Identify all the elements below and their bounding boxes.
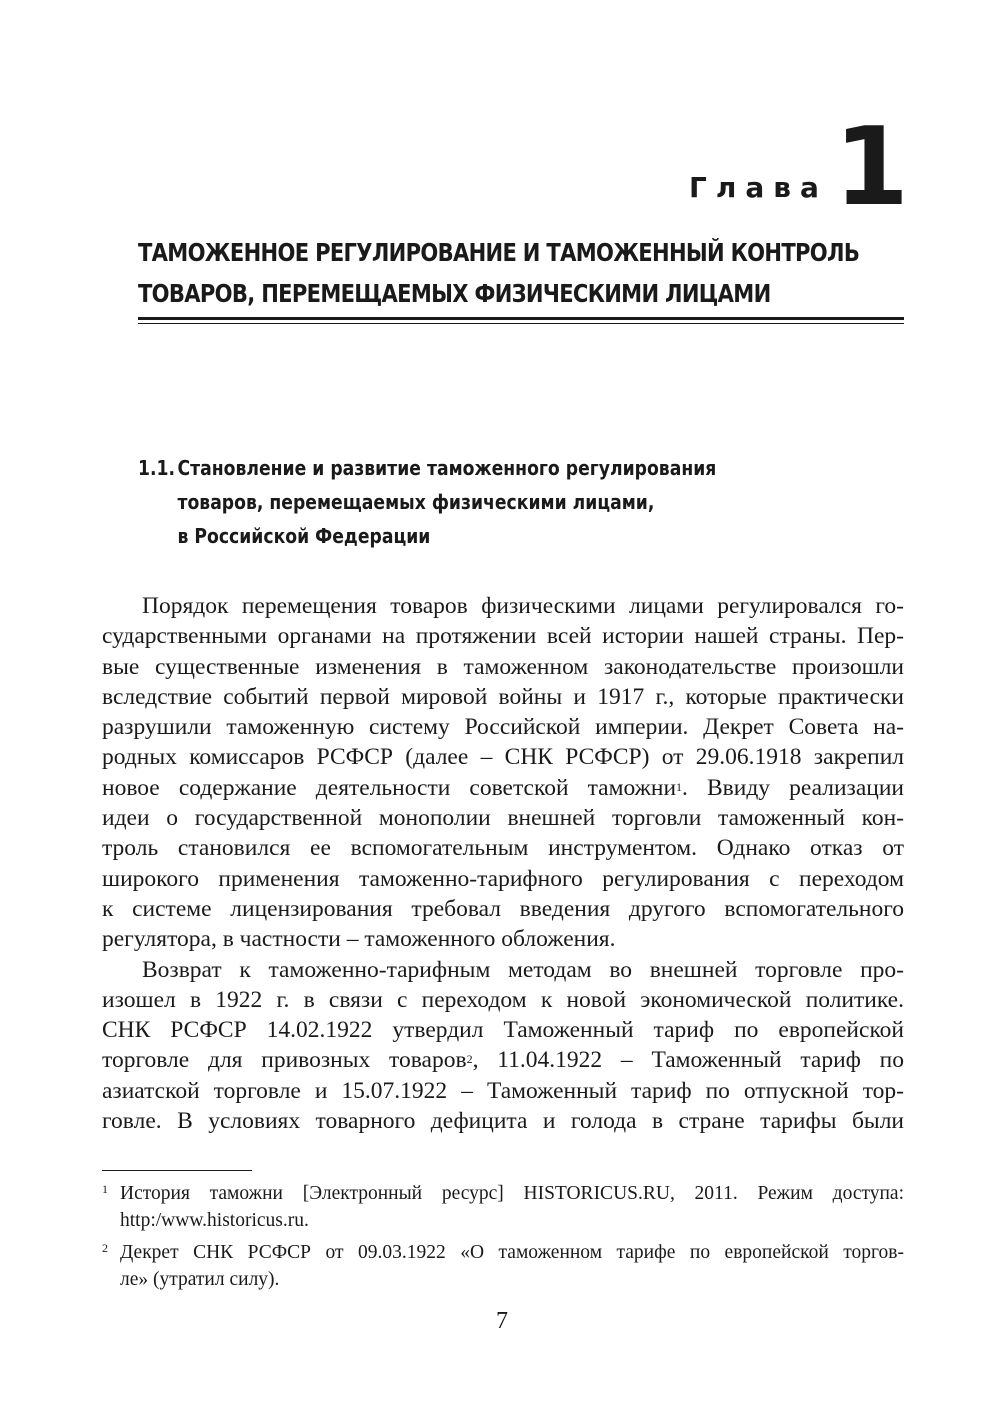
text-line: разрушили таможенную систему Российской империи. Декрет Совета на- <box>102 714 904 741</box>
text-line: регулятора, в частности – таможенного обложения. <box>102 926 616 953</box>
chapter-title-line: ТОВАРОВ, ПЕРЕМЕЩАЕМЫХ ФИЗИЧЕСКИМИ ЛИЦАМИ <box>138 279 771 308</box>
footnote-ref[interactable]: 2 <box>466 1052 473 1067</box>
text-line: сударственными органами на протяжении всей истории нашей страны. Пер- <box>102 623 904 650</box>
chapter-title <box>138 232 860 314</box>
paragraph <box>102 591 904 955</box>
text-fragment: торговле для привозных товаров <box>102 1047 467 1074</box>
chapter-title-line: ТАМОЖЕННОЕ РЕГУЛИРОВАНИЕ И ТАМОЖЕННЫЙ КОНТРОЛЬ <box>138 238 860 267</box>
footnote-line[interactable]: http:/www.historicus.ru. <box>120 1210 309 1231</box>
text-fragment: новое содержание деятельности советской таможни <box>102 774 677 801</box>
page-number: 7 <box>496 1308 508 1334</box>
text-line: изошел в 1922 г. в связи с переходом к новой экономической политике. <box>102 986 904 1013</box>
text-line: СНК РСФСР 14.02.1922 утвердил Таможенный тариф по европейской <box>102 1017 904 1044</box>
text-line: Порядок перемещения товаров физическими лицами регулировался го- <box>142 593 904 619</box>
footnote-ref[interactable]: 1 <box>676 779 683 794</box>
footnote-separator <box>102 1170 252 1171</box>
text-line: азиатской торговле и 15.07.1922 – Таможенный тариф по отпускной тор- <box>102 1077 904 1104</box>
footnote-mark: 1 <box>102 1182 108 1196</box>
footnotes <box>102 1181 904 1299</box>
footnote-text: История таможни [Электронный ресурс] HISTORICUS.RU, 2011. Режим доступа: <box>120 1183 904 1204</box>
text-line: родных комиссаров РСФСР (далее – СНК РСФСР) от 29.06.1918 закрепил <box>102 744 904 771</box>
footnote-mark: 2 <box>102 1241 108 1255</box>
chapter-label: Глава <box>688 171 828 204</box>
footnote-text: Декрет СНК РСФСР от 09.03.1922 «О таможенном тарифе по европейской торгов- <box>120 1242 904 1263</box>
footnote-line: ле» (утратил силу). <box>120 1269 280 1290</box>
section-title-line: в Российской Федерации <box>177 524 431 548</box>
paragraph <box>102 955 904 1137</box>
title-rule-thin <box>138 323 904 324</box>
section-number: 1.1. <box>138 456 176 480</box>
text-fragment: , 11.04.1922 – Таможенный тариф по <box>472 1047 904 1074</box>
text-line: троль становился ее вспомогательным инструментом. Однако отказ от <box>102 835 904 862</box>
body-text <box>102 591 904 1136</box>
section-title-line: товаров, перемещаемых физическими лицами, <box>177 490 655 514</box>
text-fragment: . Ввиду реализации <box>682 774 904 801</box>
text-line: говле. В условиях товарного дефицита и голода в стране тарифы были <box>102 1108 904 1135</box>
text-line <box>102 773 904 803</box>
text-line <box>102 1045 904 1075</box>
text-line: вследствие событий первой мировой войны и 1917 г., которые практически <box>102 683 904 710</box>
footnote-line <box>102 1240 904 1267</box>
footnote <box>102 1181 904 1234</box>
text-line: Возврат к таможенно-тарифным методам во внешней торговле про- <box>142 956 904 983</box>
footnote-line <box>102 1181 904 1208</box>
text-line: идеи о государственной монополии внешней торговли таможенный кон- <box>102 805 904 832</box>
section-title-line: Становление и развитие таможенного регулирования <box>177 456 717 480</box>
text-line: вые существенные изменения в таможенном законодательстве произошли <box>102 653 904 680</box>
footnote <box>102 1240 904 1293</box>
text-line: широкого применения таможенно-тарифного регулирования с переходом <box>102 865 904 892</box>
chapter-heading <box>0 105 905 230</box>
title-rule-thick <box>138 317 904 320</box>
chapter-number: 1 <box>833 105 905 230</box>
section-heading <box>138 451 716 553</box>
text-line: к системе лицензирования требовал введения другого вспомогательного <box>102 895 904 922</box>
